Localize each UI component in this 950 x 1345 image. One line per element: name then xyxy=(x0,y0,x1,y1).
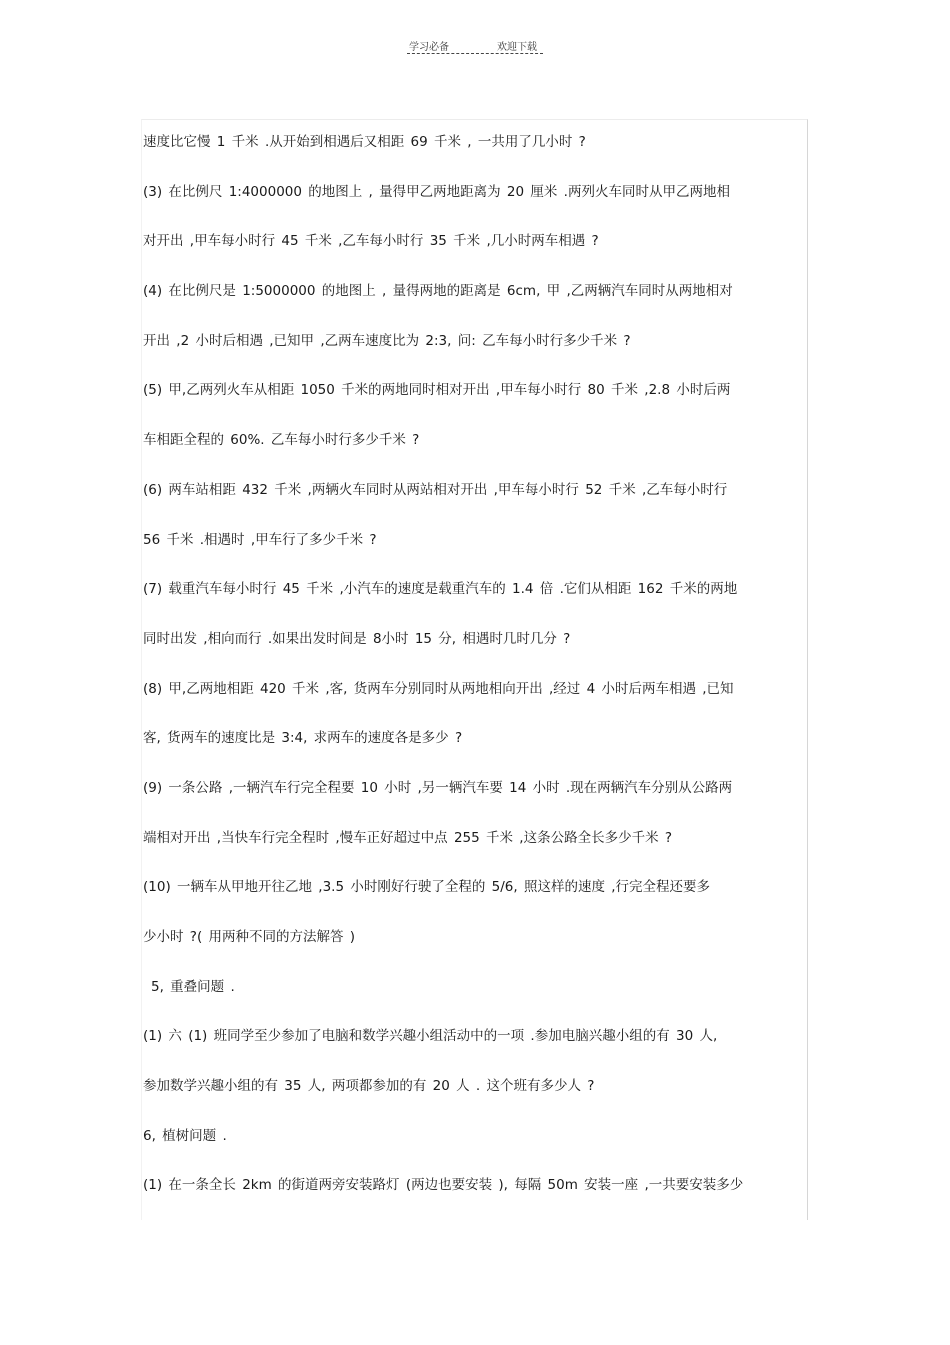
text-line: 对开出 ,甲车每小时行 45 千米 ,乙车每小时行 35 千米 ,几小时两车相遇 ? xyxy=(143,233,599,250)
text-line: 56 千米 .相遇时 ,甲车行了多少千米 ? xyxy=(143,531,377,548)
section-heading: 6, 植树问题 . xyxy=(143,1127,227,1144)
text-line: 客, 货两车的速度比是 3:4, 求两车的速度各是多少 ? xyxy=(143,730,463,747)
text-line: 参加数学兴趣小组的有 35 人, 两项都参加的有 20 人 . 这个班有多少人 ? xyxy=(143,1078,595,1095)
text-line: (7) 载重汽车每小时行 45 千米 ,小汽车的速度是载重汽车的 1.4 倍 .它们从相距 162 千米的两地 xyxy=(143,581,738,598)
page-header xyxy=(407,36,543,58)
header-dashed-rule xyxy=(407,53,543,54)
text-line: (6) 两车站相距 432 千米 ,两辆火车同时从两站相对开出 ,甲车每小时行 52 千米 ,乙车每小时行 xyxy=(143,481,728,498)
text-line: 开出 ,2 小时后相遇 ,已知甲 ,乙两车速度比为 2:3, 问: 乙车每小时行多少千米 ? xyxy=(143,332,631,349)
document-body xyxy=(143,124,808,1217)
text-line: 速度比它慢 1 千米 .从开始到相遇后又相距 69 千米 , 一共用了几小时 ? xyxy=(143,134,586,150)
section-heading: 5, 重叠问题 . xyxy=(151,978,235,995)
text-line: (4) 在比例尺是 1:5000000 的地图上 , 量得两地的距离是 6cm, 甲 ,乙两辆汽车同时从两地相对 xyxy=(143,283,733,300)
text-line: (3) 在比例尺 1:4000000 的地图上 , 量得甲乙两地距离为 20 厘米 .两列火车同时从甲乙两地相 xyxy=(143,183,730,200)
text-line: (5) 甲,乙两列火车从相距 1050 千米的两地同时相对开出 ,甲车每小时行 80 千米 ,2.8 小时后两 xyxy=(143,382,731,399)
text-line: (1) 六 (1) 班同学至少参加了电脑和数学兴趣小组活动中的一项 .参加电脑兴趣小组的有 30 人, xyxy=(143,1028,718,1045)
text-line: (10) 一辆车从甲地开往乙地 ,3.5 小时刚好行驶了全程的 5/6, 照这样的速度 ,行完全程还要多 xyxy=(143,879,711,896)
text-line: 车相距全程的 60%. 乙车每小时行多少千米 ? xyxy=(143,432,420,449)
text-line: 端相对开出 ,当快车行完全程时 ,慢车正好超过中点 255 千米 ,这条公路全长多少千米 ? xyxy=(143,829,673,846)
text-line: 少小时 ?( 用两种不同的方法解答 ) xyxy=(143,929,356,945)
text-line: 同时出发 ,相向而行 .如果出发时间是 8小时 15 分, 相遇时几时几分 ? xyxy=(143,630,571,647)
header-right-text: 欢迎下载 xyxy=(497,42,537,53)
text-line: (1) 在一条全长 2km 的街道两旁安装路灯 (两边也要安装 ), 每隔 50m 安装一座 ,一共要安装多少 xyxy=(143,1177,744,1194)
text-line: (8) 甲,乙两地相距 420 千米 ,客, 货两车分别同时从两地相向开出 ,经过 4 小时后两车相遇 ,已知 xyxy=(143,680,734,697)
text-line: (9) 一条公路 ,一辆汽车行完全程要 10 小时 ,另一辆汽车要 14 小时 .现在两辆汽车分别从公路两 xyxy=(143,779,733,796)
header-left-text: 学习必备 xyxy=(409,42,449,53)
